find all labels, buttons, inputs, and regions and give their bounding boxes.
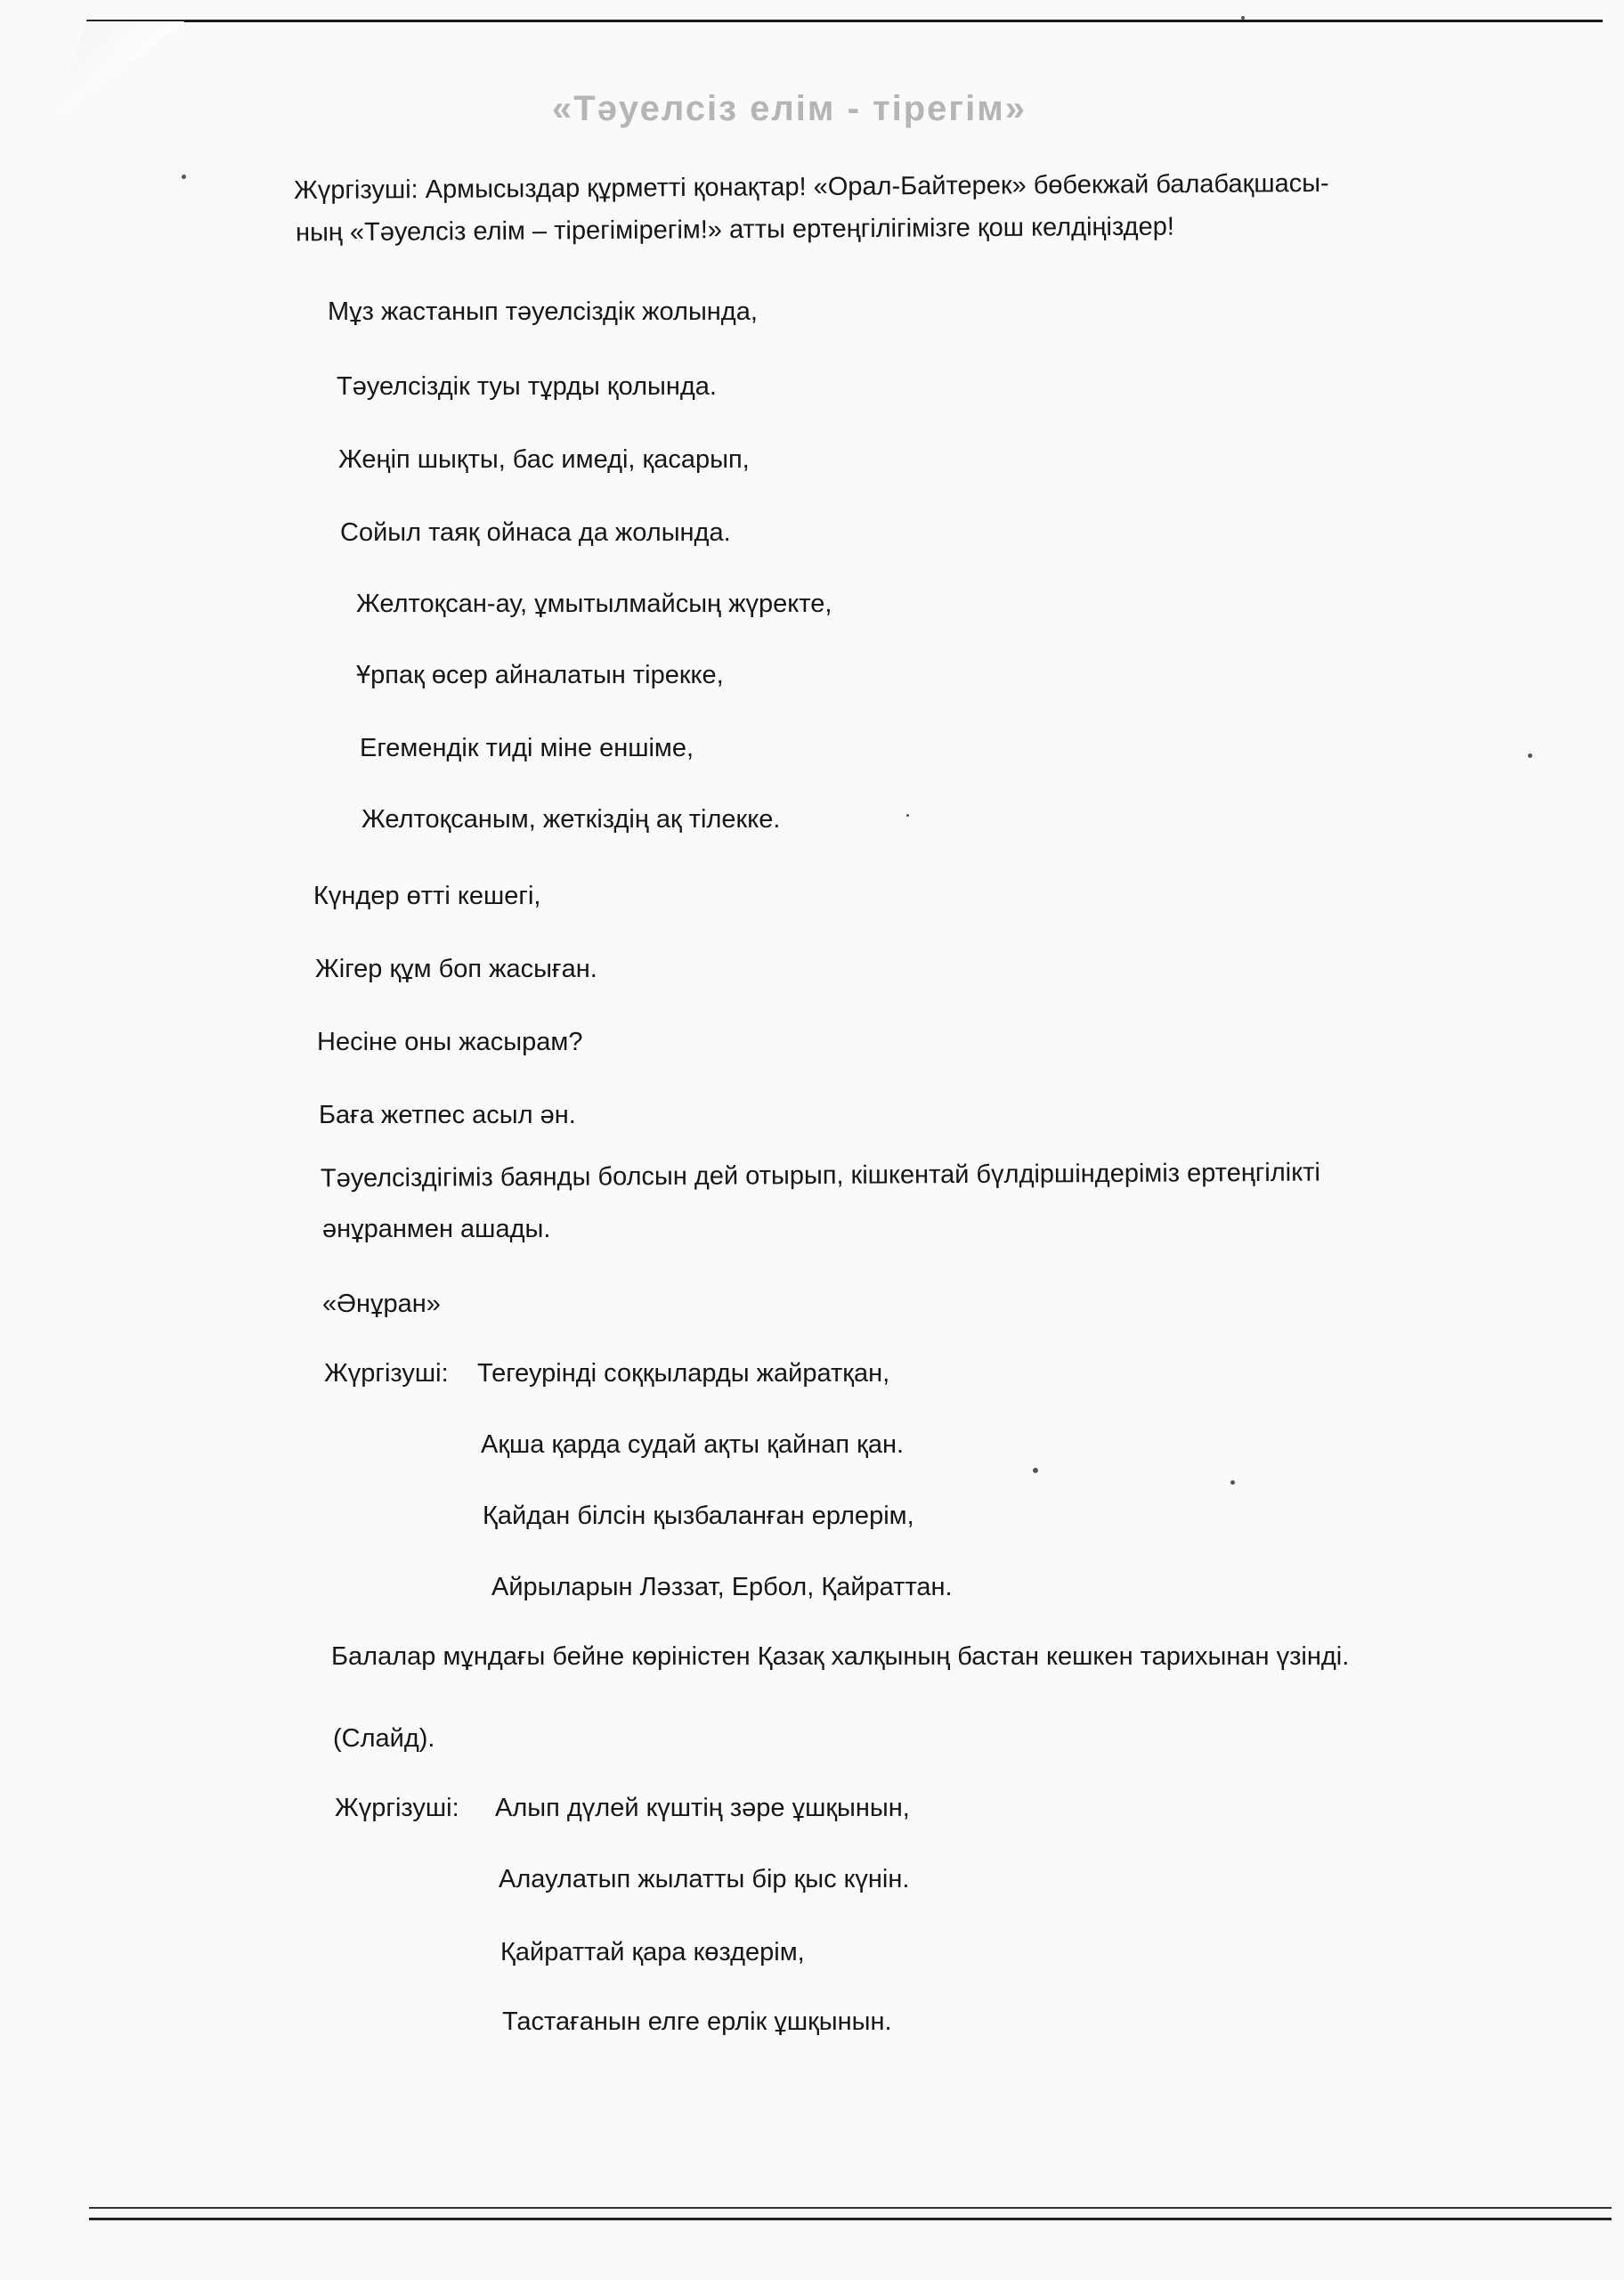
host-label-2: Жүргізуші: [324, 1359, 449, 1388]
poem2-line-2: Жігер құм боп жасыған. [315, 955, 597, 983]
poem1-line-4: Сойыл таяқ ойнаса да жолында. [340, 518, 731, 547]
poem4-line-1: Алып дүлей күштің зәре ұшқынын, [495, 1794, 910, 1822]
poem4-line-3: Қайраттай қара көздерім, [500, 1938, 805, 1966]
anthem-intro-line-2: әнұранмен ашады. [322, 1215, 551, 1243]
poem1-line-2: Тәуелсіздік туы тұрды қолында. [337, 372, 717, 401]
scan-speck [182, 175, 186, 179]
poem1-line-3: Жеңіп шықты, бас имеді, қасарып, [338, 445, 750, 474]
poem1-line-5: Желтоқсан-ау, ұмытылмайсың жүректе, [356, 590, 832, 618]
poem3-line-2: Ақша қарда судай ақты қайнап қан. [481, 1430, 905, 1459]
bottom-rule-double [89, 2218, 1612, 2220]
bottom-rule [89, 2207, 1612, 2209]
poem1-line-8: Желтоқсаным, жеткіздің ақ тілекке. [361, 805, 781, 834]
document-title: «Тәуелсіз елім - тірегім» [552, 89, 1027, 128]
poem3-line-1: Тегеуріндi соққыларды жайратқан, [477, 1359, 890, 1388]
poem4-line-4: Тастағанын елге ерлік ұшқынын. [502, 2007, 892, 2036]
scan-speck [1230, 1480, 1235, 1485]
poem2-line-3: Несіне оны жасырам? [317, 1028, 583, 1056]
folded-corner [53, 20, 187, 119]
scan-speck [1528, 753, 1532, 758]
scan-speck [1033, 1468, 1038, 1473]
poem1-line-7: Егемендік тиді міне еншіме, [360, 734, 694, 762]
poem1-line-6: Ұрпақ өсер айналатын тірекке, [356, 661, 724, 689]
poem2-line-1: Күндер өтті кешегі, [313, 882, 541, 910]
intro-line-1: Жүргізуші: Армысыздар құрметті қонақтар! «Орал-Байтерек» бөбекжай балабақшасы- [293, 168, 1329, 206]
intro-line-2: ның «Тәуелсіз елім – тірегімірегім!» атты ертеңгілігімізге қош келдіңіздер! [295, 212, 1174, 248]
anthem-label: «Әнұран» [322, 1290, 441, 1318]
page-top-edge [160, 20, 1603, 22]
poem3-line-4: Айрыларын Ләззат, Ербол, Қайраттан. [491, 1573, 953, 1601]
poem4-line-2: Алаулатып жылатты бір қыс күнін. [499, 1865, 910, 1893]
scan-speck [906, 814, 909, 817]
poem3-line-3: Қайдан білсін қызбаланған ерлерім, [483, 1502, 914, 1530]
slide-label: (Слайд). [333, 1724, 435, 1753]
anthem-intro-line-1: Тәуелсіздігіміз баянды болсын дей отырып, кішкентай бүлдіршіндеріміз ертеңгілікті [320, 1158, 1321, 1193]
poem1-line-1: Мұз жастанып тәуелсіздік жолында, [328, 297, 758, 326]
video-text: Балалар мұндағы бейне көріністен Қазақ халқының бастан кешкен тарихынан үзінді. [331, 1642, 1350, 1671]
scan-speck [1241, 16, 1245, 20]
poem2-line-4: Баға жетпес асыл ән. [319, 1101, 576, 1129]
host-label-3: Жүргізуші: [335, 1794, 459, 1822]
